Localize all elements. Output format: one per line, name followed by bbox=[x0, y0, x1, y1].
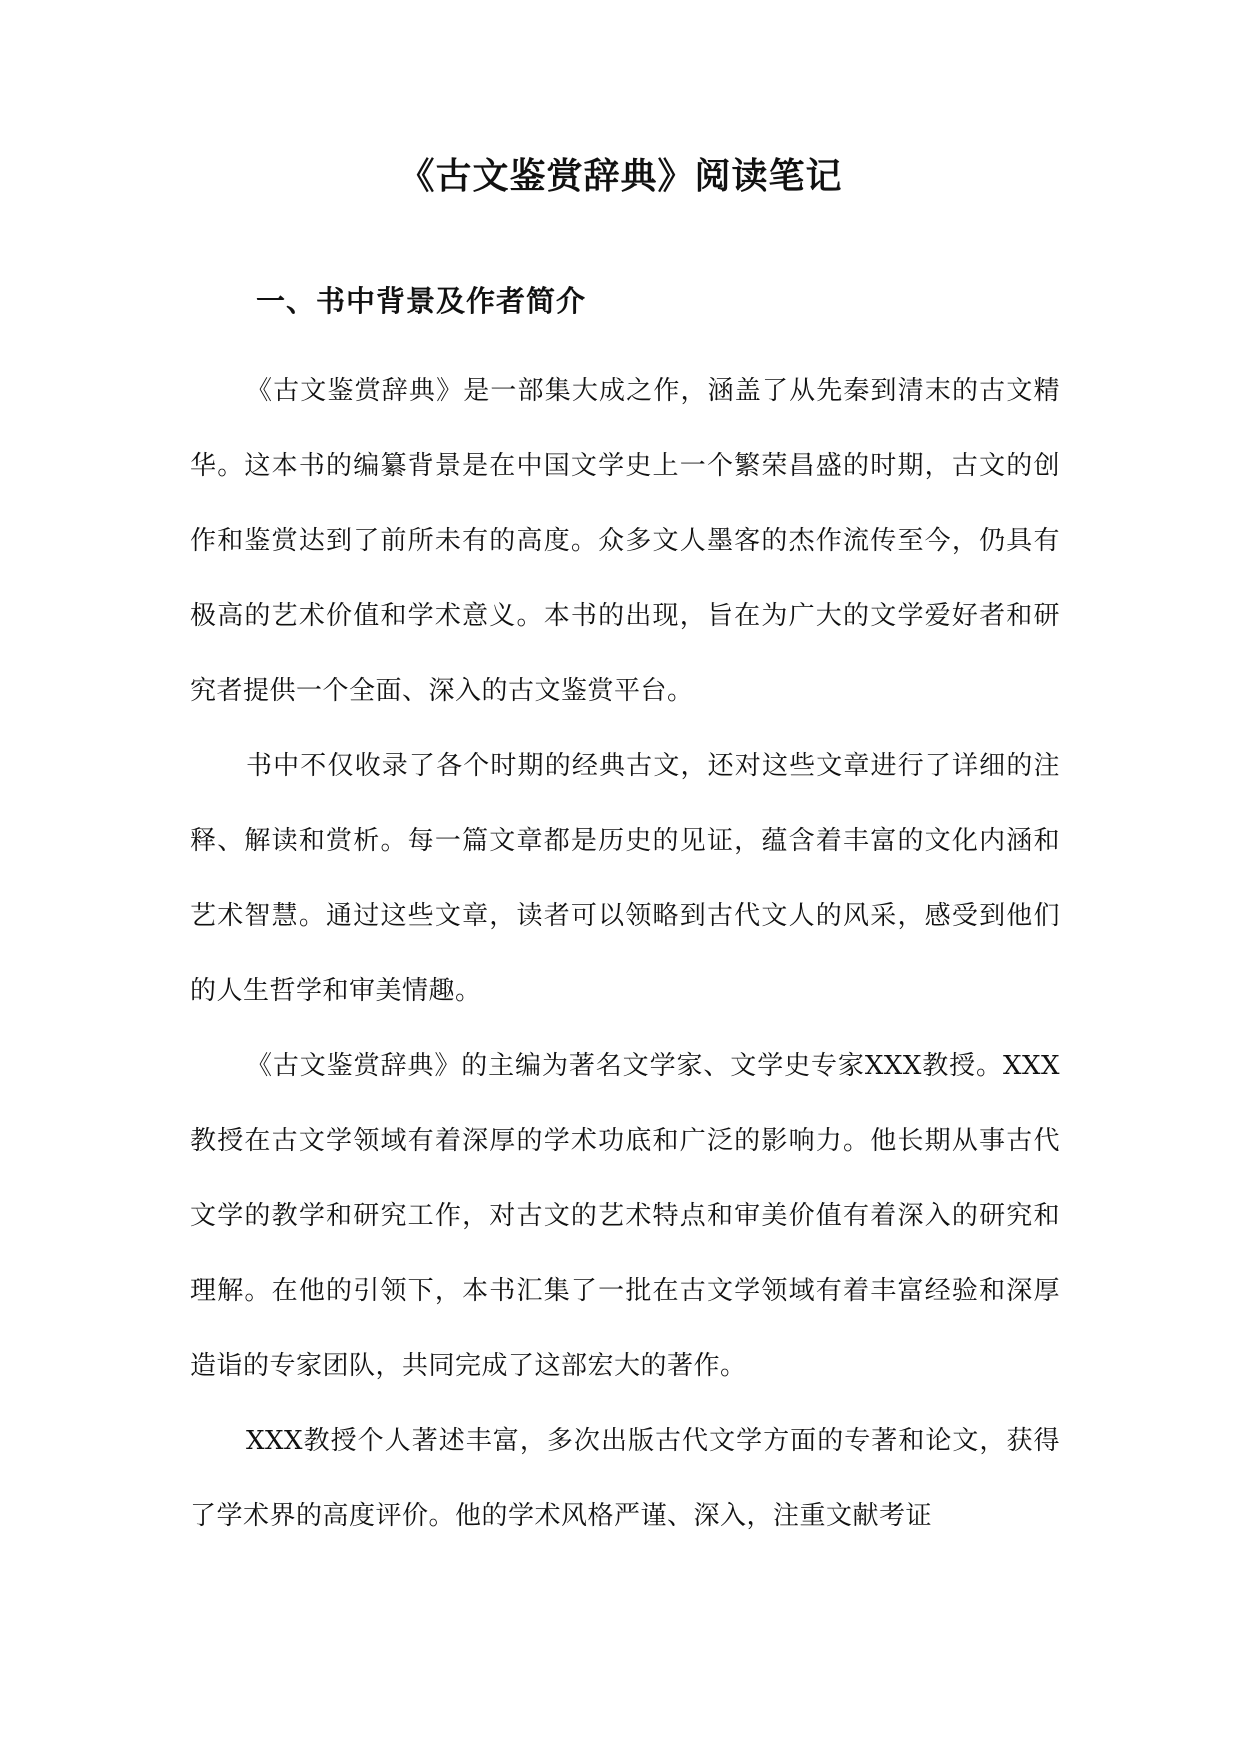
document-body bbox=[190, 354, 1060, 1554]
section-heading: 一、书中背景及作者简介 bbox=[256, 284, 587, 318]
paragraph-background: 《古文鉴赏辞典》是一部集大成之作，涵盖了从先秦到清末的古文精华。这本书的编纂背景是在中国文学史上一个繁荣昌盛的时期，古文的创作和鉴赏达到了前所未有的高度。众多文人墨客的杰作流传至今，仍具有极高的艺术价值和学术意义。本书的出现，旨在为广大的文学爱好者和研究者提供一个全面、深入的古文鉴赏平台。 bbox=[190, 376, 1060, 706]
paragraph-editor: 《古文鉴赏辞典》的主编为著名文学家、文学史专家XXX教授。XXX教授在古文学领域有着深厚的学术功底和广泛的影响力。他长期从事古代文学的教学和研究工作，对古文的艺术特点和审美价值有着深入的研究和理解。在他的引领下，本书汇集了一批在古文学领域有着丰富经验和深厚造诣的专家团队，共同完成了这部宏大的著作。 bbox=[190, 1051, 1060, 1381]
document-title: 《古文鉴赏辞典》阅读笔记 bbox=[398, 155, 843, 197]
paragraph-editor-works: XXX教授个人著述丰富，多次出版古代文学方面的专著和论文，获得了学术界的高度评价。他的学术风格严谨、深入，注重文献考证 bbox=[190, 1426, 1060, 1531]
paragraph-contents: 书中不仅收录了各个时期的经典古文，还对这些文章进行了详细的注释、解读和赏析。每一篇文章都是历史的见证，蕴含着丰富的文化内涵和艺术智慧。通过这些文章，读者可以领略到古代文人的风采，感受到他们的人生哲学和审美情趣。 bbox=[190, 751, 1060, 1006]
